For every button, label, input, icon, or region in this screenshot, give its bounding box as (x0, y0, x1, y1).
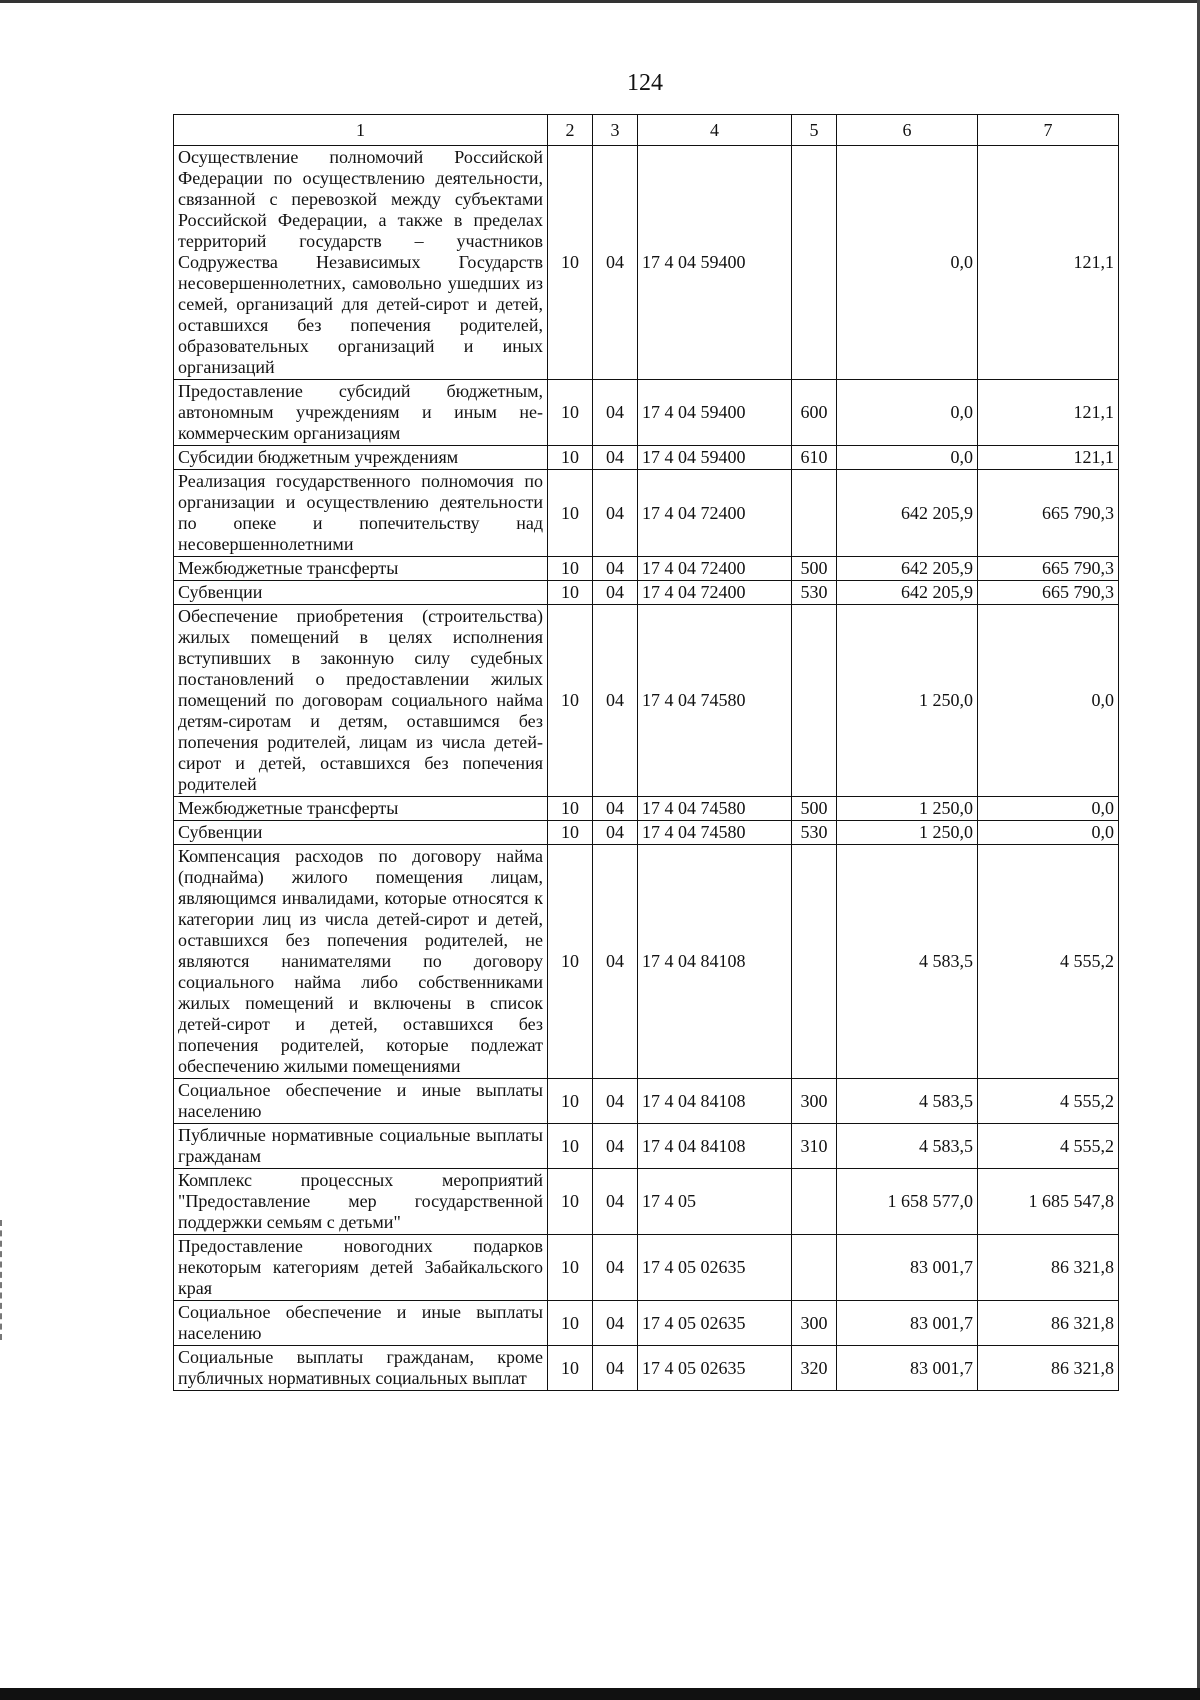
target-item-code-cell: 17 4 04 84108 (638, 1124, 792, 1169)
section-code-cell: 10 (548, 581, 593, 605)
amount-year1-cell: 1 250,0 (837, 821, 978, 845)
subsection-code-cell: 04 (593, 1169, 638, 1235)
table-row (174, 581, 1119, 605)
expense-type-code-cell: 300 (792, 1301, 837, 1346)
subsection-code-cell: 04 (593, 1235, 638, 1301)
table-row (174, 845, 1119, 1079)
amount-year1-cell: 642 205,9 (837, 581, 978, 605)
row-name-cell: Социальные выплаты гражданам, кроме публичных нормативных социальных выплат (174, 1346, 548, 1391)
table-row (174, 1169, 1119, 1235)
subsection-code-cell: 04 (593, 446, 638, 470)
amount-year1-cell: 83 001,7 (837, 1346, 978, 1391)
section-code-cell: 10 (548, 146, 593, 380)
table-body (174, 146, 1119, 1391)
section-code-cell: 10 (548, 1124, 593, 1169)
amount-year2-cell: 0,0 (978, 605, 1119, 797)
amount-year1-cell: 83 001,7 (837, 1235, 978, 1301)
amount-year2-cell: 121,1 (978, 146, 1119, 380)
target-item-code-cell: 17 4 04 72400 (638, 581, 792, 605)
expense-type-code-cell: 500 (792, 797, 837, 821)
subsection-code-cell: 04 (593, 581, 638, 605)
section-code-cell: 10 (548, 1235, 593, 1301)
scan-edge-marks (0, 1220, 4, 1340)
section-code-cell: 10 (548, 470, 593, 557)
subsection-code-cell: 04 (593, 605, 638, 797)
expense-type-code-cell: 320 (792, 1346, 837, 1391)
target-item-code-cell: 17 4 04 59400 (638, 146, 792, 380)
column-header: 2 (548, 115, 593, 146)
section-code-cell: 10 (548, 1301, 593, 1346)
row-name-cell: Субвенции (174, 581, 548, 605)
row-name-cell: Предоставление субсидий бюджетным, автономным учреждениям и иным некоммерческим организациям (174, 380, 548, 446)
table-row (174, 470, 1119, 557)
amount-year1-cell: 4 583,5 (837, 1124, 978, 1169)
amount-year2-cell: 665 790,3 (978, 581, 1119, 605)
subsection-code-cell: 04 (593, 1124, 638, 1169)
target-item-code-cell: 17 4 04 74580 (638, 821, 792, 845)
section-code-cell: 10 (548, 1079, 593, 1124)
column-header: 5 (792, 115, 837, 146)
expense-type-code-cell: 530 (792, 821, 837, 845)
amount-year2-cell: 1 685 547,8 (978, 1169, 1119, 1235)
amount-year2-cell: 86 321,8 (978, 1235, 1119, 1301)
expense-type-code-cell (792, 845, 837, 1079)
table-row (174, 1346, 1119, 1391)
amount-year1-cell: 1 658 577,0 (837, 1169, 978, 1235)
column-header: 4 (638, 115, 792, 146)
section-code-cell: 10 (548, 1346, 593, 1391)
target-item-code-cell: 17 4 04 59400 (638, 446, 792, 470)
target-item-code-cell: 17 4 05 02635 (638, 1235, 792, 1301)
table-row (174, 1124, 1119, 1169)
amount-year2-cell: 665 790,3 (978, 557, 1119, 581)
amount-year1-cell: 0,0 (837, 446, 978, 470)
expense-type-code-cell: 310 (792, 1124, 837, 1169)
section-code-cell: 10 (548, 557, 593, 581)
amount-year2-cell: 4 555,2 (978, 1079, 1119, 1124)
table-row (174, 797, 1119, 821)
subsection-code-cell: 04 (593, 146, 638, 380)
expense-type-code-cell (792, 470, 837, 557)
amount-year1-cell: 4 583,5 (837, 845, 978, 1079)
amount-year1-cell: 642 205,9 (837, 470, 978, 557)
table-row (174, 557, 1119, 581)
subsection-code-cell: 04 (593, 1346, 638, 1391)
section-code-cell: 10 (548, 797, 593, 821)
table-row (174, 821, 1119, 845)
amount-year2-cell: 4 555,2 (978, 845, 1119, 1079)
budget-table (173, 114, 1119, 1391)
section-code-cell: 10 (548, 446, 593, 470)
row-name-cell: Межбюджетные трансферты (174, 797, 548, 821)
amount-year1-cell: 83 001,7 (837, 1301, 978, 1346)
subsection-code-cell: 04 (593, 845, 638, 1079)
amount-year2-cell: 86 321,8 (978, 1346, 1119, 1391)
table-row (174, 1235, 1119, 1301)
amount-year2-cell: 0,0 (978, 821, 1119, 845)
page-border-top (0, 0, 1200, 3)
target-item-code-cell: 17 4 04 74580 (638, 797, 792, 821)
expense-type-code-cell (792, 605, 837, 797)
target-item-code-cell: 17 4 05 02635 (638, 1301, 792, 1346)
subsection-code-cell: 04 (593, 557, 638, 581)
section-code-cell: 10 (548, 845, 593, 1079)
row-name-cell: Комплекс процессных мероприятий "Предоставление мер государственной поддержки семьям с детьми" (174, 1169, 548, 1235)
row-name-cell: Обеспечение приобретения (строительства) жилых помещений в целях исполнения вступивших в законную силу судебных постановлений о предоставлении жилых помещений по договорам социального найма детям-сиротам и детям, оставшимся без попечения родителей, лицам из числа детей-сирот и детей, оставшихся без попечения родителей (174, 605, 548, 797)
amount-year2-cell: 4 555,2 (978, 1124, 1119, 1169)
table-row (174, 1079, 1119, 1124)
expense-type-code-cell: 500 (792, 557, 837, 581)
page-number: 124 (627, 70, 663, 96)
table-row (174, 1301, 1119, 1346)
target-item-code-cell: 17 4 05 02635 (638, 1346, 792, 1391)
row-name-cell: Межбюджетные трансферты (174, 557, 548, 581)
target-item-code-cell: 17 4 04 84108 (638, 845, 792, 1079)
subsection-code-cell: 04 (593, 1079, 638, 1124)
section-code-cell: 10 (548, 821, 593, 845)
column-header: 1 (174, 115, 548, 146)
target-item-code-cell: 17 4 04 59400 (638, 380, 792, 446)
expense-type-code-cell (792, 146, 837, 380)
amount-year2-cell: 86 321,8 (978, 1301, 1119, 1346)
column-header: 6 (837, 115, 978, 146)
subsection-code-cell: 04 (593, 797, 638, 821)
amount-year2-cell: 0,0 (978, 797, 1119, 821)
header-row (174, 115, 1119, 146)
section-code-cell: 10 (548, 1169, 593, 1235)
row-name-cell: Социальное обеспечение и иные выплаты населению (174, 1079, 548, 1124)
target-item-code-cell: 17 4 04 72400 (638, 470, 792, 557)
target-item-code-cell: 17 4 05 (638, 1169, 792, 1235)
expense-type-code-cell: 600 (792, 380, 837, 446)
target-item-code-cell: 17 4 04 72400 (638, 557, 792, 581)
subsection-code-cell: 04 (593, 1301, 638, 1346)
amount-year2-cell: 121,1 (978, 380, 1119, 446)
expense-type-code-cell: 530 (792, 581, 837, 605)
row-name-cell: Реализация государственного полномочия по организации и осуществлению деятельности по опеке и попечительству над несовершеннолетними (174, 470, 548, 557)
amount-year2-cell: 665 790,3 (978, 470, 1119, 557)
expense-type-code-cell (792, 1169, 837, 1235)
row-name-cell: Субвенции (174, 821, 548, 845)
amount-year2-cell: 121,1 (978, 446, 1119, 470)
expense-type-code-cell: 300 (792, 1079, 837, 1124)
target-item-code-cell: 17 4 04 84108 (638, 1079, 792, 1124)
table-row (174, 446, 1119, 470)
row-name-cell: Осуществление полномочий Российской Федерации по осуществлению деятельности, связанной с перевозкой между субъектами Российской Федерации, а также в пределах территорий государств – участников Содружества Независимых Государств несовершеннолетних, самовольно ушедших из семей, организаций для детей-сирот и детей, оставшихся без попечения родителей, образовательных организаций и иных организаций (174, 146, 548, 380)
page-border-bottom (0, 1688, 1200, 1700)
amount-year1-cell: 642 205,9 (837, 557, 978, 581)
subsection-code-cell: 04 (593, 470, 638, 557)
section-code-cell: 10 (548, 380, 593, 446)
table-row (174, 146, 1119, 380)
subsection-code-cell: 04 (593, 821, 638, 845)
amount-year1-cell: 1 250,0 (837, 797, 978, 821)
target-item-code-cell: 17 4 04 74580 (638, 605, 792, 797)
table-row (174, 605, 1119, 797)
row-name-cell: Предоставление новогодних подарков некоторым категориям детей Забайкальского края (174, 1235, 548, 1301)
amount-year1-cell: 4 583,5 (837, 1079, 978, 1124)
column-header: 3 (593, 115, 638, 146)
expense-type-code-cell (792, 1235, 837, 1301)
column-header: 7 (978, 115, 1119, 146)
row-name-cell: Социальное обеспечение и иные выплаты населению (174, 1301, 548, 1346)
amount-year1-cell: 0,0 (837, 380, 978, 446)
expense-type-code-cell: 610 (792, 446, 837, 470)
row-name-cell: Субсидии бюджетным учреждениям (174, 446, 548, 470)
subsection-code-cell: 04 (593, 380, 638, 446)
row-name-cell: Публичные нормативные социальные выплаты гражданам (174, 1124, 548, 1169)
table-row (174, 380, 1119, 446)
amount-year1-cell: 1 250,0 (837, 605, 978, 797)
row-name-cell: Компенсация расходов по договору найма (поднайма) жилого помещения лицам, являющимся инвалидами, которые относятся к категории лиц из числа детей-сирот и детей, оставшихся без попечения родителей, не являются нанимателями по договору социального найма либо собственниками жилых помещений и включены в список детей-сирот и детей, оставшихся без попечения родителей, которые подлежат обеспечению жилыми помещениями (174, 845, 548, 1079)
amount-year1-cell: 0,0 (837, 146, 978, 380)
section-code-cell: 10 (548, 605, 593, 797)
